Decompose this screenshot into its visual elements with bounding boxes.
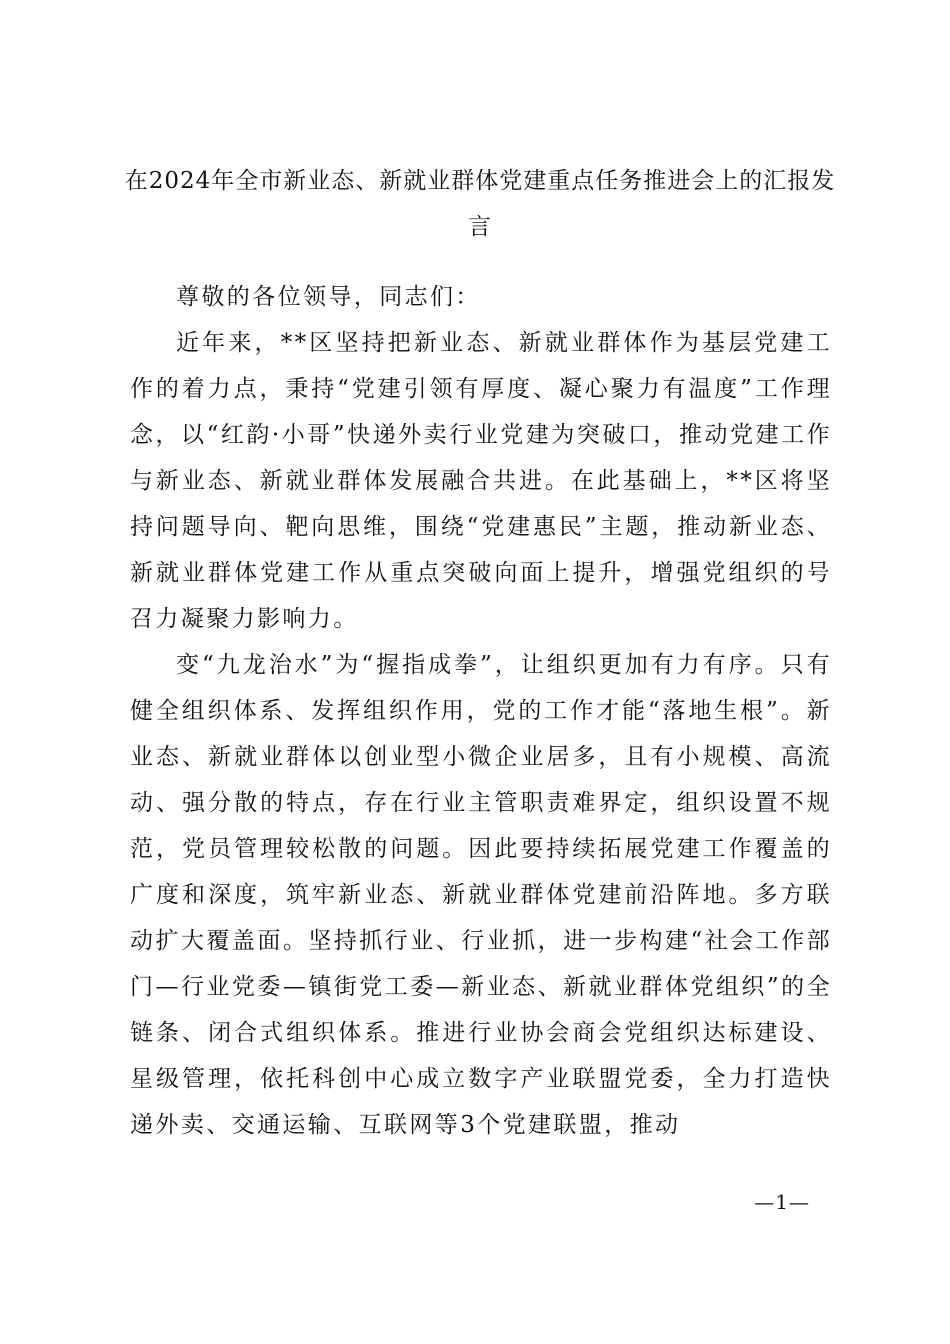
page-number: —1— <box>754 1190 810 1214</box>
document-body <box>130 274 832 1148</box>
salutation: 尊敬的各位领导，同志们： <box>176 284 481 310</box>
document-title: 在2024年全市新业态、新就业群体党建重点任务推进会上的汇报发言 <box>124 168 836 240</box>
paragraph-1: 近年来，**区坚持把新业态、新就业群体作为基层党建工作的着力点，秉持“党建引领有厚度、凝心聚力有温度”工作理念，以“红韵·小哥”快递外卖行业党建为突破口，推动党建工作与新业态、新就业群体发展融合共进。在此基础上，**区将坚持问题导向、靶向思维，围绕“党建惠民”主题，推动新业态、新就业群体党建工作从重点突破向面上提升，增强党组织的号召力凝聚力影响力。 <box>130 330 832 632</box>
paragraph-2: 变“九龙治水”为“握指成拳”，让组织更加有力有序。只有健全组织体系、发挥组织作用，党的工作才能“落地生根”。新业态、新就业群体以创业型小微企业居多，且有小规模、高流动、强分散的特点，存在行业主管职责难界定，组织设置不规范，党员管理较松散的问题。因此要持续拓展党建工作覆盖的广度和深度，筑牢新业态、新就业群体党建前沿阵地。多方联动扩大覆盖面。坚持抓行业、行业抓，进一步构建“社会工作部门—行业党委—镇街党工委—新业态、新就业群体党组织”的全链条、闭合式组织体系。推进行业协会商会党组织达标建设、星级管理，依托科创中心成立数字产业联盟党委，全力打造快递外卖、交通运输、互联网等3个党建联盟，推动 <box>130 652 832 1138</box>
